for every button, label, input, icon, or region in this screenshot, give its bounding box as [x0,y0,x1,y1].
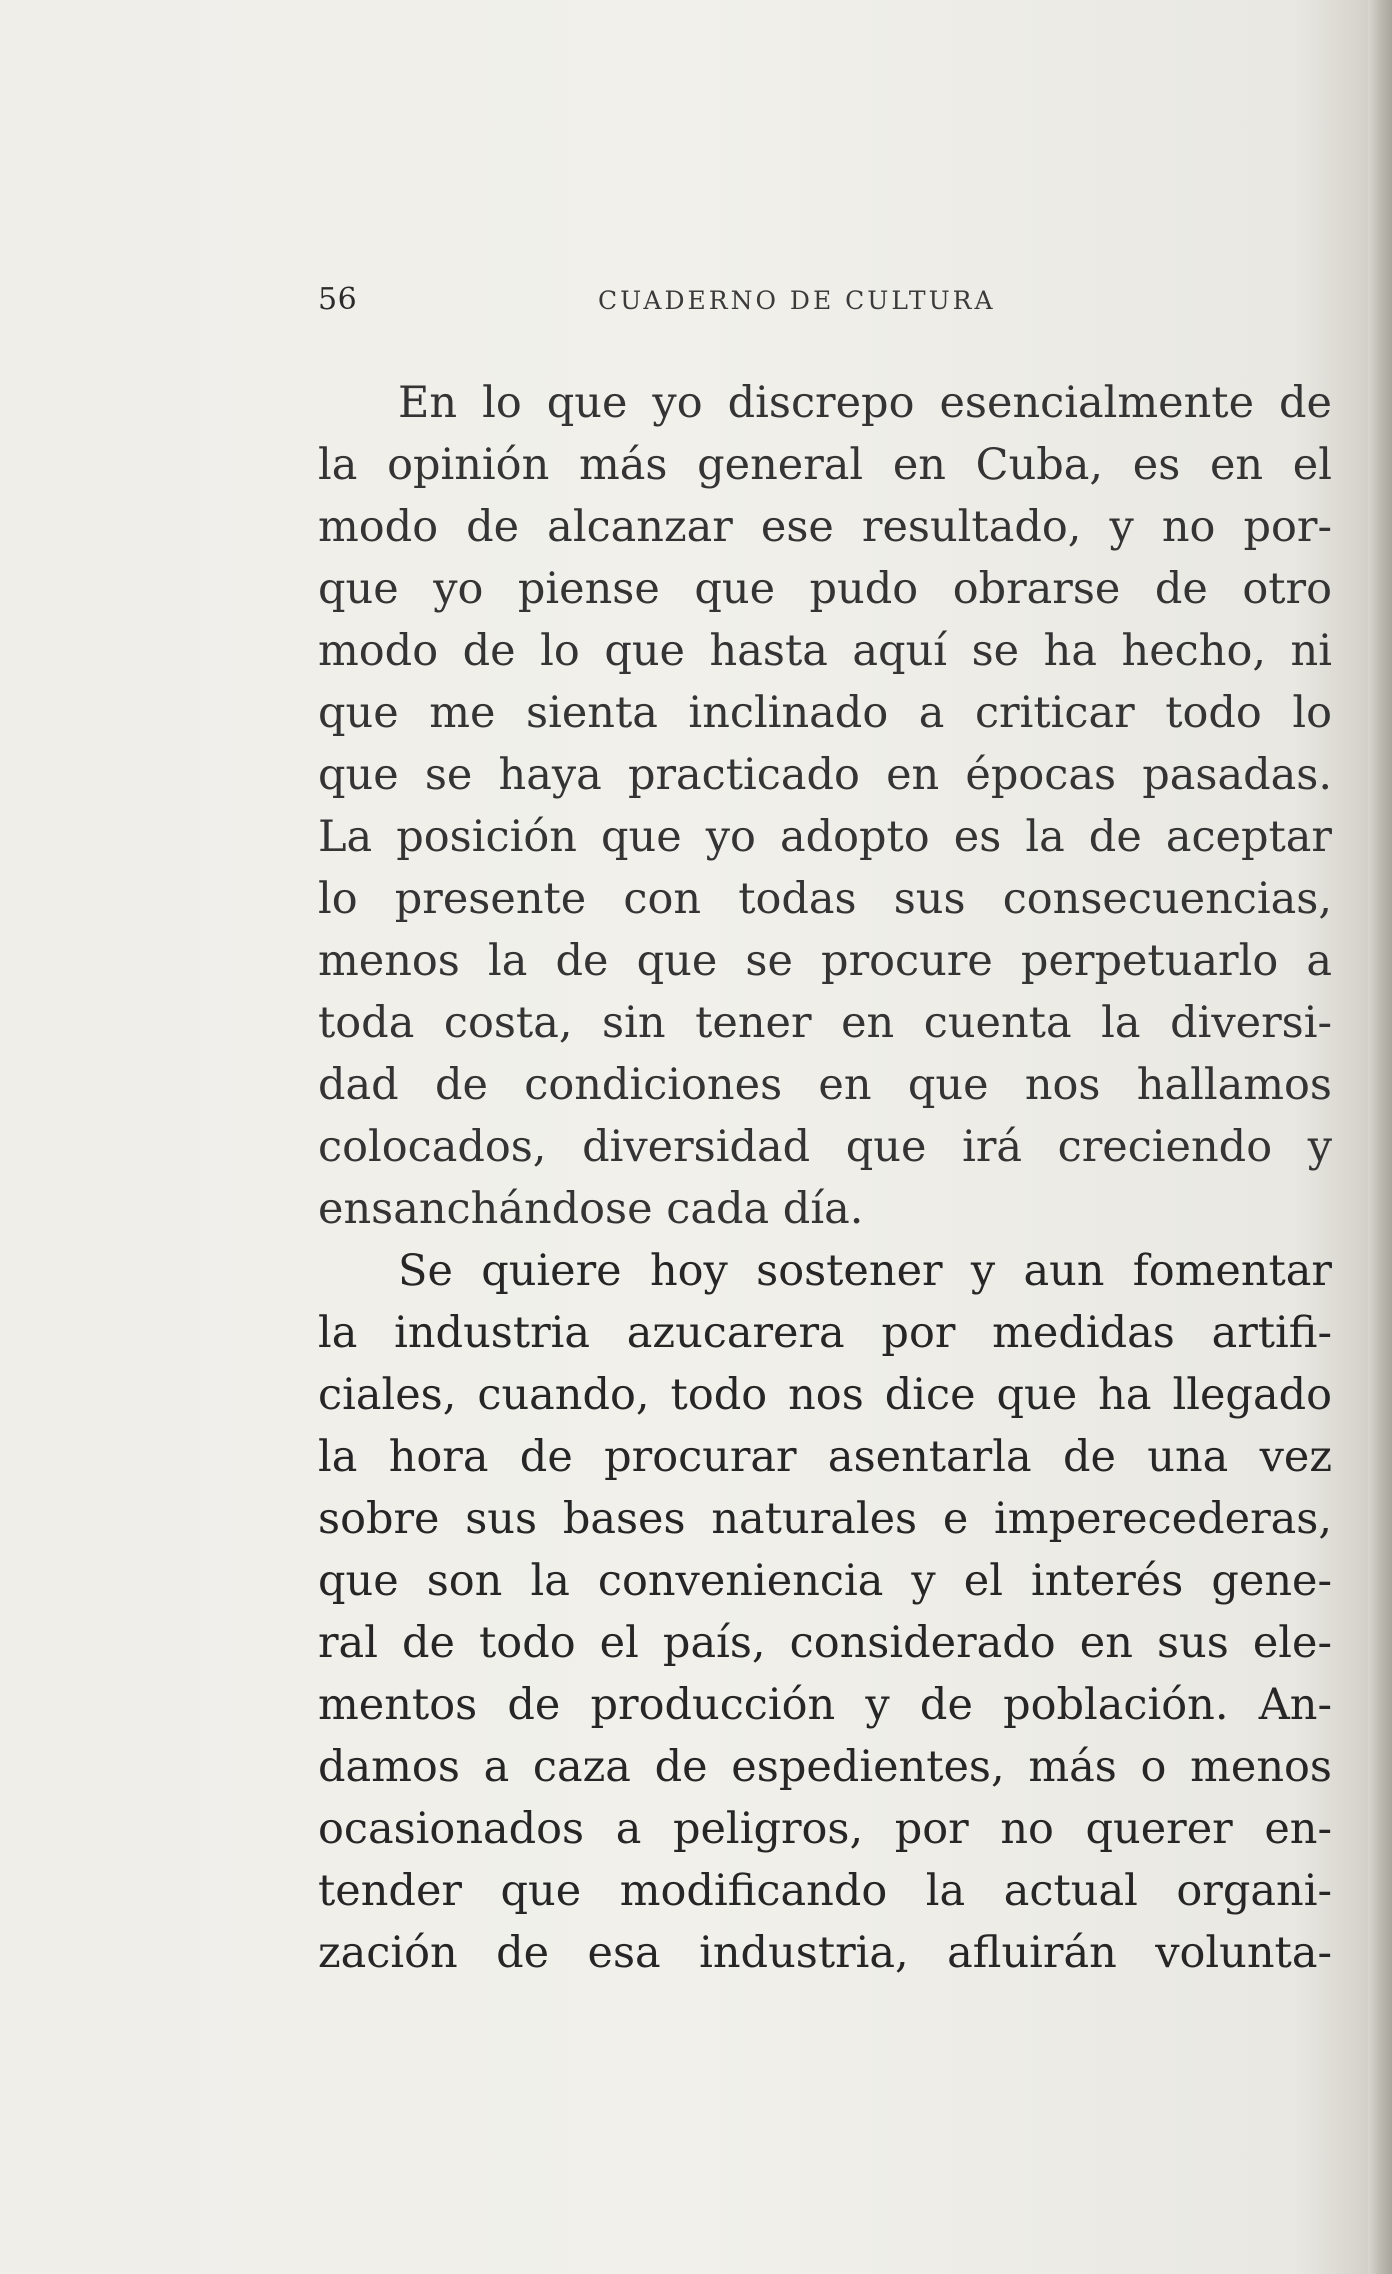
text-line: lo presente con todas sus consecuencias, [318,874,1332,924]
page-number: 56 [318,282,358,317]
text-line: que yo piense que pudo obrarse de otro [318,564,1332,614]
text-line: que me sienta inclinado a criticar todo lo [318,688,1332,738]
text-line: dad de condiciones en que nos hallamos [318,1060,1332,1110]
text-line: zación de esa industria, afluirán volunta- [318,1928,1332,1978]
text-line: toda costa, sin tener en cuenta la diversi- [318,998,1332,1048]
text-line: la industria azucarera por medidas artifi- [318,1308,1332,1358]
text-line: colocados, diversidad que irá creciendo y [318,1122,1332,1172]
text-line: mentos de producción y de población. An- [318,1680,1332,1730]
text-line: la hora de procurar asentarla de una vez [318,1432,1332,1482]
text-line: que se haya practicado en épocas pasadas. [318,750,1332,800]
running-header [318,282,1064,322]
paragraph-2 [318,1240,1332,1984]
text-line: ensanchándose cada día. [318,1184,864,1234]
text-line: tender que modificando la actual organi- [318,1866,1332,1916]
text-line: menos la de que se procure perpetuarlo a [318,936,1332,986]
running-title: CUADERNO DE CULTURA [598,286,996,315]
text-line: Se quiere hoy sostener y aun fomentar [398,1246,1332,1296]
text-line: modo de alcanzar ese resultado, y no por- [318,502,1332,552]
text-line: damos a caza de espedientes, más o menos [318,1742,1332,1792]
text-line: La posición que yo adopto es la de aceptar [318,812,1332,862]
text-line: que son la conveniencia y el interés gene- [318,1556,1332,1606]
paragraph-1 [318,372,1332,1240]
text-line: ciales, cuando, todo nos dice que ha llegado [318,1370,1332,1420]
text-line: ral de todo el país, considerado en sus ele- [318,1618,1332,1668]
text-line: En lo que yo discrepo esencialmente de [398,378,1332,428]
body-text [318,372,1332,1984]
text-line: modo de lo que hasta aquí se ha hecho, ni [318,626,1332,676]
text-line: la opinión más general en Cuba, es en el [318,440,1332,490]
text-line: sobre sus bases naturales e imperecederas, [318,1494,1332,1544]
text-line: ocasionados a peligros, por no querer en- [318,1804,1332,1854]
page-edge-shadow [1368,0,1392,2274]
